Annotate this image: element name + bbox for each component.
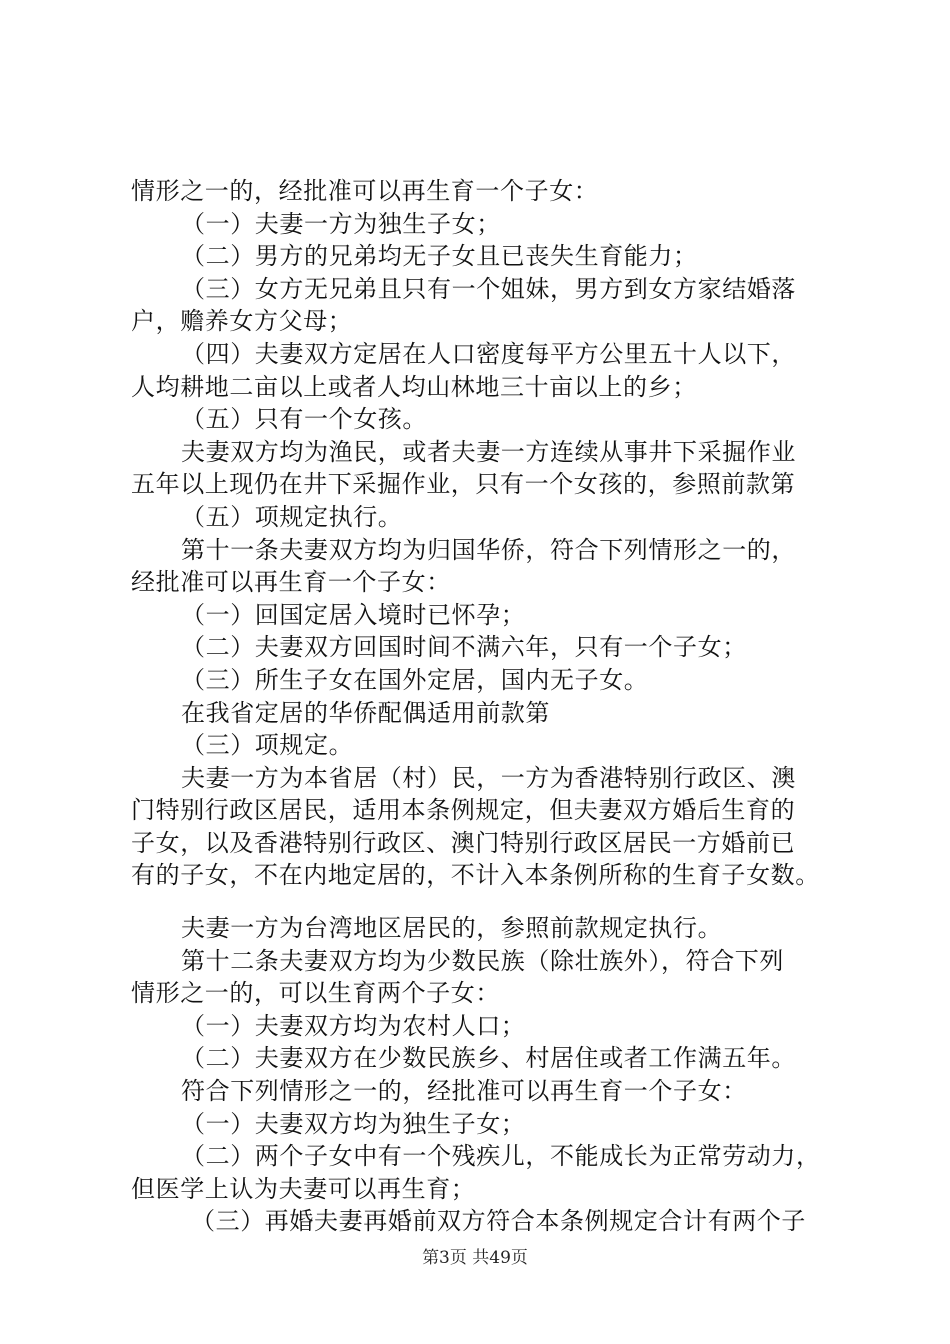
text-line: （一）回国定居入境时已怀孕； [181,600,526,629]
text-line: 有的子女，不在内地定居的，不计入本条例所称的生育子女数。 [131,861,820,890]
text-line: （二）两个子女中有一个残疾儿，不能成长为正常劳动力， [181,1142,821,1171]
text-line: 情形之一的，经批准可以再生育一个子女： [131,177,599,205]
text-line: （五）项规定执行。 [181,502,403,531]
text-line: 在我省定居的华侨配偶适用前款第 [181,698,550,727]
text-line: （二）男方的兄弟均无子女且已丧失生育能力； [181,242,698,271]
text-line: 第十一条夫妻双方均为归国华侨，符合下列情形之一的， [181,535,796,564]
text-line: 符合下列情形之一的，经批准可以再生育一个子女： [181,1077,747,1106]
text-line: 人均耕地二亩以上或者人均山林地三十亩以上的乡； [131,372,697,401]
text-line: 经批准可以再生育一个子女： [131,568,451,597]
text-line: 户，赡养女方父母； [131,307,353,336]
paragraph-gap [131,892,851,912]
text-line: （五）只有一个女孩。 [181,405,427,434]
text-line: 第十二条夫妻双方均为少数民族（除壮族外），符合下列 [181,946,784,975]
text-line: （一）夫妻双方均为独生子女； [181,1109,526,1138]
text-line: （三）女方无兄弟且只有一个姐妹，男方到女方家结婚落 [181,274,796,303]
text-line: 情形之一的，可以生育两个子女： [131,979,500,1008]
text-line: 五年以上现仍在井下采掘作业，只有一个女孩的，参照前款第 [131,470,796,499]
page-number-footer: 第3页 共49页 [422,1248,528,1268]
text-line: 夫妻一方为台湾地区居民的，参照前款规定执行。 [181,914,723,943]
text-line: （一）夫妻双方均为农村人口； [181,1011,526,1040]
text-line: （一）夫妻一方为独生子女； [181,209,501,238]
text-line: （三）所生子女在国外定居，国内无子女。 [181,665,649,694]
text-line: （二）夫妻双方在少数民族乡、村居住或者工作满五年。 [181,1044,796,1073]
text-line: 子女，以及香港特别行政区、澳门特别行政区居民一方婚前已 [131,828,796,857]
text-line: 夫妻双方均为渔民，或者夫妻一方连续从事井下采掘作业 [181,437,796,466]
document-body [131,175,851,1238]
text-line: （三）项规定。 [181,731,354,760]
text-line: 门特别行政区居民，适用本条例规定，但夫妻双方婚后生育的 [131,796,796,825]
text-line: （二）夫妻双方回国时间不满六年，只有一个子女； [181,633,747,662]
text-line: 夫妻一方为本省居（村）民，一方为香港特别行政区、澳 [181,763,796,792]
text-line: （四）夫妻双方定居在人口密度每平方公里五十人以下， [181,339,796,368]
text-line: 但医学上认为夫妻可以再生育； [131,1174,476,1203]
text-line: （三）再婚夫妻再婚前双方符合本条例规定合计有两个子 [191,1207,806,1236]
